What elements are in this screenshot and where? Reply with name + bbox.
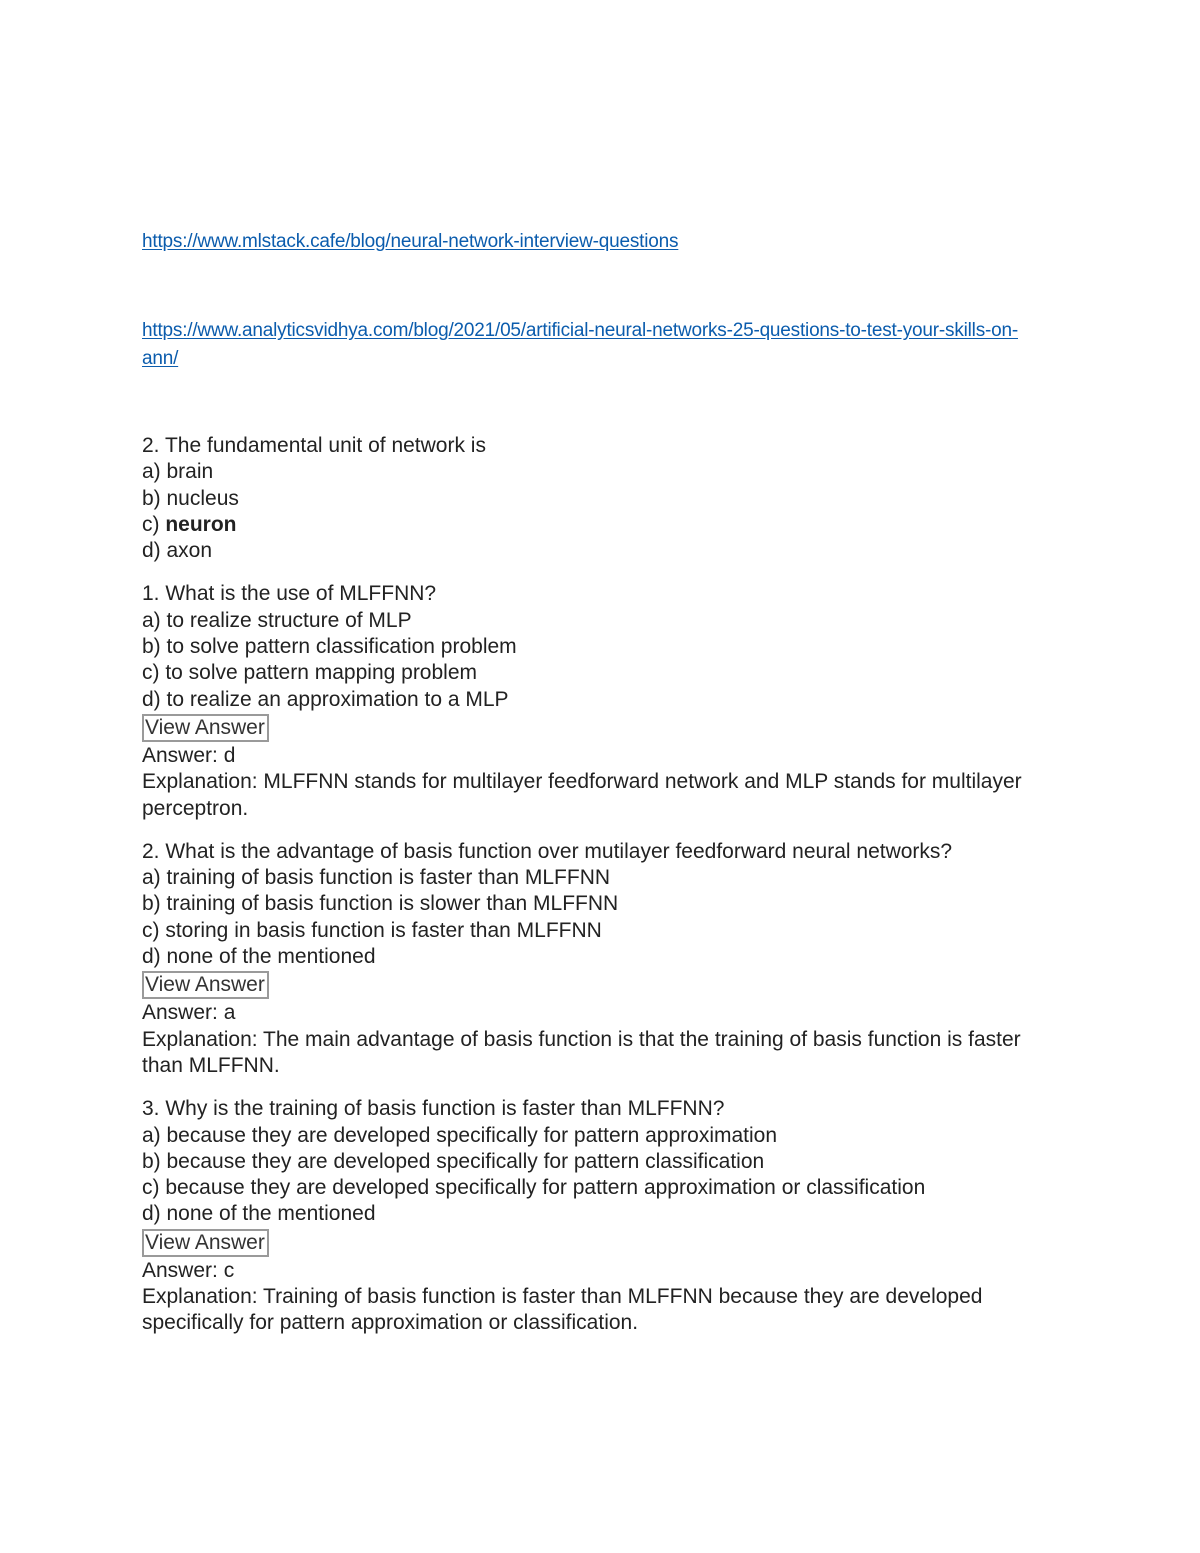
option-c: c) storing in basis function is faster than MLFFNN <box>142 918 602 942</box>
option-d: d) axon <box>142 539 213 563</box>
option-c-bold-answer: neuron <box>165 512 237 536</box>
option-b: b) nucleus <box>142 486 239 510</box>
option-b: b) training of basis function is slower than MLFFNN <box>142 892 619 916</box>
question-text: 1. What is the use of MLFFNN? <box>142 582 437 606</box>
question-text: 3. Why is the training of basis function is faster than MLFFNN? <box>142 1097 725 1121</box>
option-c: c) because they are developed specifically for pattern approximation or classification <box>142 1176 926 1200</box>
view-answer-button[interactable]: View Answer <box>142 1229 269 1257</box>
answer-text: Answer: c <box>142 1258 235 1282</box>
explanation-text: Explanation: MLFFNN stands for multilayer feedforward network and MLP stands for multilayer perceptron. <box>142 770 1022 820</box>
question-block-2 <box>142 839 1052 1079</box>
document-content <box>142 226 1052 1337</box>
question-block-fundamental-unit <box>142 433 1052 564</box>
option-a: a) training of basis function is faster than MLFFNN <box>142 866 611 890</box>
explanation-text: Explanation: The main advantage of basis function is that the training of basis function is faster than MLFFNN. <box>142 1027 1021 1077</box>
option-a: a) because they are developed specifically for pattern approximation <box>142 1123 778 1147</box>
option-a: a) to realize structure of MLP <box>142 608 412 632</box>
view-answer-button[interactable]: View Answer <box>142 714 269 742</box>
option-b: b) to solve pattern classification problem <box>142 635 517 659</box>
answer-text: Answer: a <box>142 1001 236 1025</box>
option-a: a) brain <box>142 460 214 484</box>
link-analyticsvidhya[interactable]: https://www.analyticsvidhya.com/blog/2021/05/artificial-neural-networks-25-questions-to-test-your-skills-on-ann/ <box>142 320 1018 369</box>
question-text: 2. The fundamental unit of network is <box>142 434 486 457</box>
option-c: c) to solve pattern mapping problem <box>142 661 478 685</box>
option-d: d) none of the mentioned <box>142 945 376 969</box>
question-block-1 <box>142 581 1052 821</box>
question-text: 2. What is the advantage of basis function over mutilayer feedforward neural networks? <box>142 839 953 863</box>
option-b: b) because they are developed specifically for pattern classification <box>142 1149 765 1173</box>
question-block-3 <box>142 1096 1052 1336</box>
option-d: d) none of the mentioned <box>142 1202 376 1226</box>
answer-text: Answer: d <box>142 743 236 767</box>
option-c-prefix: c) <box>142 512 166 536</box>
explanation-text: Explanation: Training of basis function is faster than MLFFNN because they are developed specifically for pattern approximation or classification. <box>142 1285 983 1335</box>
option-d: d) to realize an approximation to a MLP <box>142 687 509 711</box>
view-answer-button[interactable]: View Answer <box>142 971 269 999</box>
option-c <box>142 512 1052 538</box>
link-mlstack[interactable]: https://www.mlstack.cafe/blog/neural-network-interview-questions <box>142 231 679 252</box>
